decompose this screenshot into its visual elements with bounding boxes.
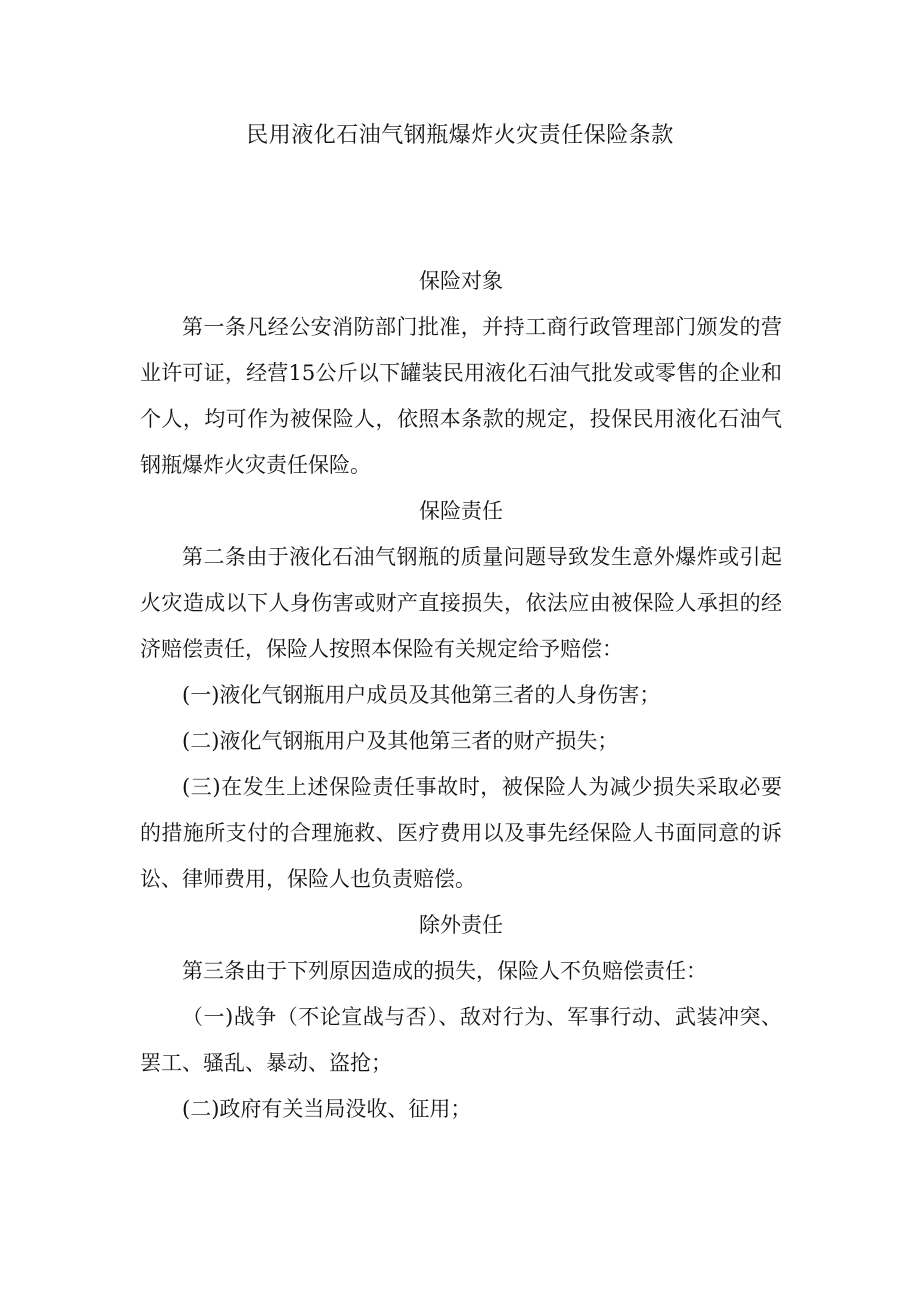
article-3-item-1: （一)战争（不论宣战与否）、敌对行为、军事行动、武装冲突、罢工、骚乱、暴动、盗抢； [140, 1005, 782, 1075]
article-3-item-2: (二)政府有关当局没收、征用； [182, 1097, 472, 1121]
article-2-item-1: (一)液化气钢瓶用户成员及其他第三者的人身伤害； [182, 683, 661, 707]
article-2-item-3: (三)在发生上述保险责任事故时，被保险人为减少损失采取必要的措施所支付的合理施救、医疗费用以及事先经保险人书面同意的诉讼、律师费用，保险人也负责赔偿。 [140, 775, 782, 891]
section-heading-exclusions: 除外责任 [419, 913, 503, 937]
section-heading-insurance-liability: 保险责任 [419, 499, 503, 523]
article-2-paragraph: 第二条由于液化石油气钢瓶的质量问题导致发生意外爆炸或引起火灾造成以下人身伤害或财产直接损失，依法应由被保险人承担的经济赔偿责任，保险人按照本保险有关规定给予赔偿： [140, 545, 782, 661]
article-1-paragraph: 第一条凡经公安消防部门批准，并持工商行政管理部门颁发的营业许可证，经营15公斤以下罐装民用液化石油气批发或零售的企业和个人，均可作为被保险人，依照本条款的规定，投保民用液化石油气钢瓶爆炸火灾责任保险。 [140, 315, 782, 477]
section-heading-insured-object: 保险对象 [419, 269, 503, 293]
document-title: 民用液化石油气钢瓶爆炸火灾责任保险条款 [246, 123, 674, 148]
document-body [140, 258, 782, 1132]
article-3-paragraph: 第三条由于下列原因造成的损失，保险人不负赔偿责任： [182, 959, 707, 983]
article-2-item-2: (二)液化气钢瓶用户及其他第三者的财产损失； [182, 729, 619, 753]
